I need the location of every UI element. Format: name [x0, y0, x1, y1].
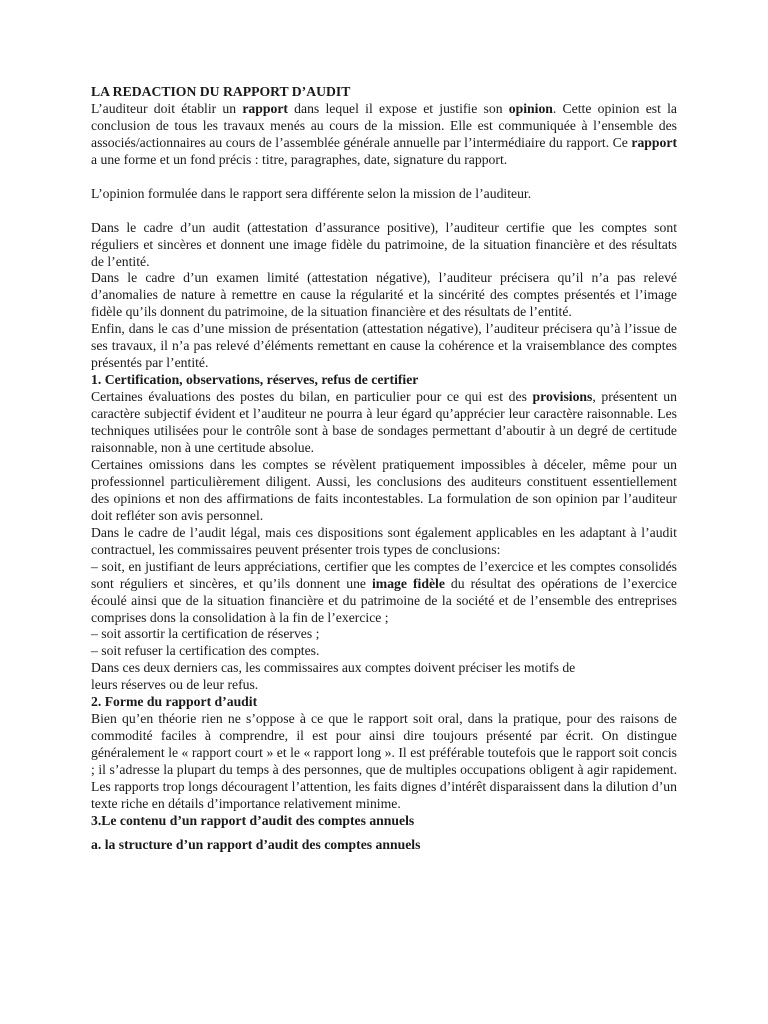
text-run: . Cette opinion est la conclusion de tous les travaux menés au cours de la mission. Elle est communiquée à l’ensemble des associés/actionnaires au cours de l’assemblée générale annuelle par l’intermédiaire du rapport. Ce	[91, 100, 677, 150]
motives-paragraph-line1: Dans ces deux derniers cas, les commissaires aux comptes doivent préciser les motifs de	[91, 660, 576, 676]
presentation-paragraph: Enfin, dans le cas d’une mission de présentation (attestation négative), l’auditeur précisera qu’à l’issue de ses travaux, il n’a pas relevé d’éléments remettant en cause la cohérence et la vraisemblance des comptes présentés par l’entité.	[91, 321, 677, 371]
document-title: LA REDACTION DU RAPPORT D’AUDIT	[91, 84, 351, 99]
list-item-refuse: – soit refuser la certification des comptes.	[91, 643, 320, 659]
text-run: L’auditeur doit établir un	[91, 100, 243, 116]
audit-paragraph: Dans le cadre d’un audit (attestation d’assurance positive), l’auditeur certifie que les comptes sont réguliers et sincères et donnent une image fidèle du patrimoine, de la situation financière et des résultats de l’entité.	[91, 219, 677, 269]
text-run: Certaines évaluations des postes du bilan, en particulier pour ce qui est des	[91, 389, 533, 405]
section-3a-heading: a. la structure d’un rapport d’audit des comptes annuels	[91, 836, 421, 852]
evaluations-paragraph	[91, 389, 677, 457]
section-1-heading: 1. Certification, observations, réserves, refus de certifier	[91, 372, 419, 388]
text-run: , présentent un caractère subjectif évident et l’auditeur ne pourra à leur égard qu’apprécier leur caractère raisonnable. Les techniques utilisées pour le contrôle sont à base de sondages permettant d’aboutir à un degré de certitude raisonnable, non à une certitude absolue.	[91, 389, 677, 455]
section-3-heading: 3.Le contenu d’un rapport d’audit des comptes annuels	[91, 812, 415, 828]
section-2-heading: 2. Forme du rapport d’audit	[91, 694, 258, 710]
text-run: du résultat des opérations de l’exercice écoulé ainsi que de la situation financière et du patrimoine de la société et de l’ensemble des entreprises comprises dons la consolidation à la fin de l’exercice ;	[91, 575, 677, 625]
opinion-paragraph: L’opinion formulée dans le rapport sera différente selon la mission de l’auditeur.	[91, 185, 532, 201]
intro-paragraph	[91, 101, 677, 169]
bold-term: opinion	[508, 100, 553, 116]
text-run: dans lequel il expose et justifie son	[287, 100, 509, 116]
limited-review-paragraph: Dans le cadre d’un examen limité (attestation négative), l’auditeur précisera qu’il n’a pas relevé d’anomalies de nature à remettre en cause la régularité et la sincérité des comptes présentés et l’image fidèle qu’ils donnent du patrimoine, de la situation financière et des résultats de l’entité.	[91, 270, 677, 320]
bold-term: image fidèle	[372, 575, 445, 591]
bold-term: rapport	[631, 134, 677, 150]
form-paragraph: Bien qu’en théorie rien ne s’oppose à ce que le rapport soit oral, dans la pratique, pour des raisons de commodité faciles à comprendre, il est pour ainsi dire toujours présenté par écrit. On distingue généralement le « rapport court » et le « rapport long ». Il est préférable toutefois que le rapport soit concis ; il s’adresse la plupart du temps à des personnes, que de multiples occupations obligent à agir rapidement. Les rapports trop longs découragent l’attention, les faits dignes d’intérêt disparaissent dans la dilution d’un texte riche en détails d’importance relativement minime.	[91, 711, 677, 811]
bold-term: rapport	[242, 100, 288, 116]
list-item-certify	[91, 559, 677, 627]
bold-term: provisions	[532, 389, 593, 405]
text-run: a une forme et un fond précis : titre, paragraphes, date, signature du rapport.	[91, 151, 508, 167]
omissions-paragraph: Certaines omissions dans les comptes se révèlent pratiquement impossibles à déceler, même pour un professionnel particulièrement diligent. Aussi, les conclusions des auditeurs constituent essentiellement des opinions et non des affirmations de faits incontestables. La formulation de son opinion par l’auditeur doit refléter son avis personnel.	[91, 456, 677, 523]
list-item-reserves: – soit assortir la certification de réserves ;	[91, 626, 320, 642]
text-run: – soit, en justifiant de leurs appréciations, certifier que les comptes de l’exercice et les comptes consolidés sont réguliers et sincères, et qu’ils donnent une	[91, 558, 677, 591]
legal-audit-paragraph: Dans le cadre de l’audit légal, mais ces dispositions sont également applicables en les adaptant à l’audit contractuel, les commissaires peuvent présenter trois types de conclusions:	[91, 524, 677, 557]
motives-paragraph-line2: leurs réserves ou de leur refus.	[91, 677, 259, 693]
